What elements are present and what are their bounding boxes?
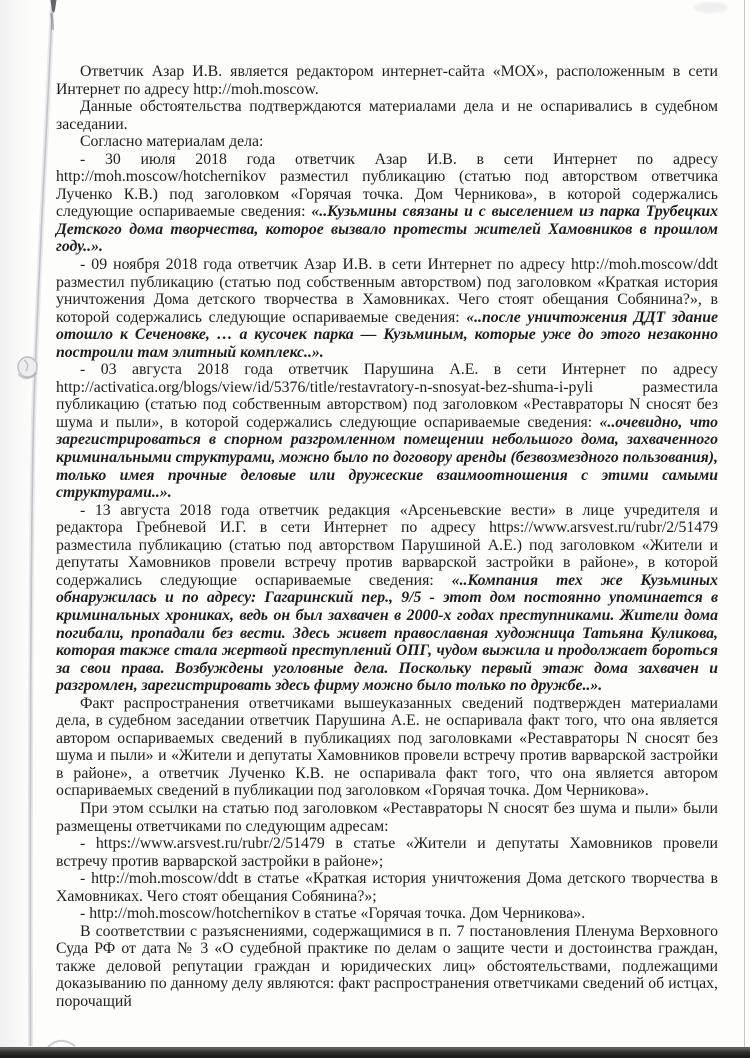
paragraph — [56, 361, 718, 501]
text-segment: Данные обстоятельства подтверждаются материалами дела и не оспаривались в судебном заседании. — [56, 98, 718, 133]
paragraph — [56, 98, 718, 133]
paragraph — [56, 133, 718, 151]
document-body — [56, 63, 718, 1011]
text-segment: - 03 августа 2018 года ответчик Парушина А.Е. в сети Интернет по адресу http://activatica.org/blogs/view/id/5376/title/restavratory-n-snosyat-bez-shuma-i-pyli разместила публикацию (статью под собственным авторством) под заголовком «Реставраторы N сносят без шума и пыли», в которой содержались следующие оспариваемые сведения: — [56, 361, 718, 431]
text-segment: Согласно материалам дела: — [80, 133, 264, 151]
text-segment: В соответствии с разъяснениями, содержащимися в п. 7 постановления Пленума Верховного Суда РФ от дата № 3 «О судебной практике по делам о защите чести и достоинства граждан, также деловой репутации граждан и юридических лиц» обстоятельствами, подлежащими доказыванию по данному делу являются: факт распространения ответчиками сведений об истцах, порочащий — [56, 922, 718, 1010]
disputed-quote: «..после уничтожения ДДТ здание отошло к Сеченовке, … а кусочек парка — Кузьминым, которые уже до этого незаконно построили там элитный комплекс..». — [56, 308, 718, 361]
disputed-quote: «..Компания тех же Кузьминых обнаружилась и по адресу: Гагаринский пер., 9/5 - этот дом постоянно упоминается в криминальных хрониках, ведь он был захвачен в 2000-х годах преступниками. Жители дома погибали, пропадали без вести. Здесь живет православная художница Татьяна Куликова, которая также стала жертвой преступлений ОПГ, чудом выжила и продолжает бороться за свои права. Возбуждены уголовные дела. Поскольку первый этаж дома захвачен и разгромлен, зарегистрировать здесь фирму можно было только по дружбе..». — [56, 571, 718, 695]
scan-smudge — [694, 2, 728, 13]
page-left-edge-shadow — [0, 0, 34, 1048]
fold-top-smudge-tail — [51, 13, 53, 30]
paragraph — [56, 923, 718, 1011]
text-segment: - http://moh.moscow/ddt в статье «Краткая история уничтожения Дома детского творчества в Хамовниках. Чего стоят обещания Собянина?»; — [56, 870, 718, 905]
disputed-quote: «..Кузьмины связаны и с выселением из парка Трубецких Детского дома творчества, которое вызвало протесты жителей Хамовников в прошлом году..». — [56, 203, 719, 256]
disputed-quote: «..очевидно, что зарегистрироваться в спорном разгромленном помещении небольшого дома, захваченного криминальными структурами, можно было по договору аренды (безвозмездного пользования), только имея прочные деловые или дружеские взаимоотношения с этими самыми структурами..». — [56, 413, 719, 502]
paragraph — [56, 256, 718, 361]
fold-top-smudge — [51, 0, 57, 13]
paragraph — [56, 502, 718, 695]
paragraph — [56, 835, 718, 870]
paragraph — [56, 63, 718, 98]
paragraph — [56, 800, 718, 835]
text-segment: - http://moh.moscow/hotchernikov в статье «Горячая точка. Дом Черникова». — [80, 905, 586, 923]
paragraph — [56, 905, 718, 923]
paragraph — [56, 870, 718, 905]
text-segment: - 30 июля 2018 года ответчик Азар И.В. в сети Интернет по адресу http://moh.moscow/hotchernikov разместил публикацию (статью под авторством ответчика Лученко К.В.) под заголовком «Горячая точка. Дом Черникова», в которой содержались следующие оспариваемые сведения: — [56, 150, 718, 221]
text-segment: Ответчик Азар И.В. является редактором интернет-сайта «МОХ», расположенным в сети Интернет по адресу http://moh.moscow. — [56, 63, 718, 98]
paragraph — [56, 695, 718, 800]
text-segment: - 09 ноября 2018 года ответчик Азар И.В. в сети Интернет по адресу http://moh.moscow/ddt разместил публикацию (статью под собственным авторством) под заголовком «Краткая история уничтожения Дома детского творчества в Хамовниках. Чего стоят обещания Собянина?», в которой содержались следующие оспариваемые сведения: — [56, 256, 718, 326]
text-segment: При этом ссылки на статью под заголовком «Реставраторы N сносят без шума и пыли» были размещены ответчиками по следующим адресам: — [56, 799, 718, 835]
scanner-bottom-bar — [0, 1047, 750, 1058]
paragraph — [56, 151, 718, 256]
page-right-edge-line — [744, 0, 745, 1047]
text-segment: - 13 августа 2018 года ответчик редакция «Арсеньевские вести» в лице учредителя и редактора Гребневой И.Г. в сети Интернет по адресу https://www.arsvest.ru/rubr/2/51479 разместила публикацию (статью под авторством Парушиной А.Е.) под заголовком «Жители и депутаты Хамовников провели встречу против варварской застройки в районе», в которой содержались следующие оспариваемые сведения: — [56, 501, 718, 589]
text-segment: - https://www.arsvest.ru/rubr/2/51479 в статье «Жители и депутаты Хамовников провели встречу против варварской застройки в районе»; — [56, 835, 718, 870]
text-segment: Факт распространения ответчиками вышеуказанных сведений подтвержден материалами дела, в судебном заседании ответчик Парушина А.Е. не оспаривала факт того, что она является автором оспариваемых сведений в публикациях под заголовками «Реставраторы N сносят без шума и пыли» и «Жители и депутаты Хамовников провели встречу против варварской застройки в районе», а ответчик Лученко К.В. не оспаривала факт того, что она является автором оспариваемых сведений в публикации под заголовком «Горячая точка. Дом Черникова». — [56, 694, 718, 800]
